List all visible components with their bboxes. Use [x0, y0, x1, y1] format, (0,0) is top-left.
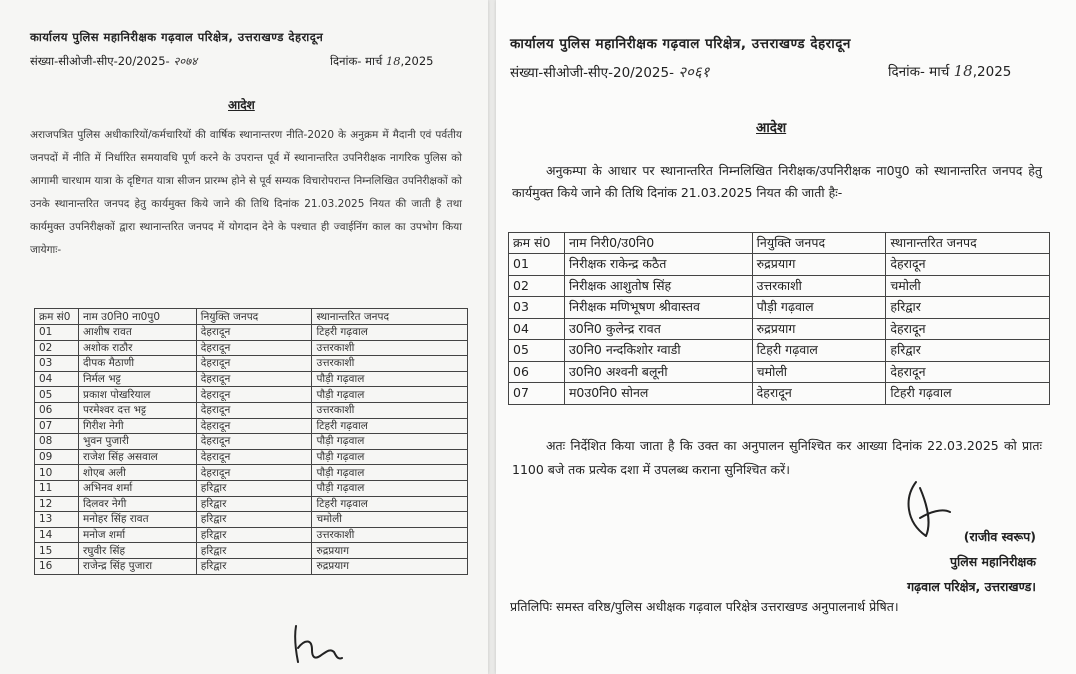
row-name: निरीक्षक राकेन्द्र कठैत [564, 254, 752, 276]
right-ref-handwritten: २०६१ [678, 63, 710, 81]
table-row [35, 387, 468, 403]
row-serial: 07 [35, 418, 79, 434]
left-initials-signature [290, 618, 350, 668]
header-transfer-district: स्थानान्तरित जनपद [886, 233, 1050, 254]
row-serial: 02 [35, 340, 79, 356]
table-row [35, 543, 468, 559]
row-serial: 11 [35, 480, 79, 496]
row-serial: 07 [509, 383, 565, 405]
row-transfer-district: टिहरी गढ़वाल [312, 325, 468, 341]
left-ref-handwritten: २०७४ [173, 54, 198, 68]
table-row [35, 496, 468, 512]
row-transfer-district: देहरादून [886, 361, 1050, 383]
row-posting-district: देहरादून [196, 465, 312, 481]
table-row [35, 418, 468, 434]
row-name: दिलवर नेगी [78, 496, 196, 512]
row-transfer-district: उत्तरकाशी [312, 356, 468, 372]
row-name: उ0नि0 नन्दकिशोर ग्वाडी [564, 340, 752, 362]
row-name: शोएब अली [78, 465, 196, 481]
row-posting-district: रुद्रप्रयाग [752, 254, 886, 276]
row-serial: 01 [35, 325, 79, 341]
row-posting-district: देहरादून [196, 387, 312, 403]
table-header-row [509, 233, 1050, 254]
signature-block [907, 524, 1036, 599]
row-transfer-district: चमोली [886, 275, 1050, 297]
row-transfer-district: उत्तरकाशी [312, 402, 468, 418]
row-posting-district: उत्तरकाशी [752, 275, 886, 297]
row-serial: 16 [35, 558, 79, 574]
row-name: निर्मल भट्ट [78, 371, 196, 387]
row-serial: 08 [35, 434, 79, 450]
row-serial: 03 [35, 356, 79, 372]
row-posting-district: देहरादून [196, 402, 312, 418]
table-row [35, 371, 468, 387]
row-posting-district: हरिद्वार [196, 480, 312, 496]
left-date-line [330, 54, 433, 69]
row-transfer-district: पौड़ी गढ़वाल [312, 449, 468, 465]
row-posting-district: पौड़ी गढ़वाल [752, 297, 886, 319]
row-transfer-district: उत्तरकाशी [312, 340, 468, 356]
row-serial: 05 [35, 387, 79, 403]
right-date-line [888, 62, 1011, 80]
table-row [509, 318, 1050, 340]
row-posting-district: देहरादून [196, 340, 312, 356]
left-order-document [0, 0, 488, 674]
table-row [509, 275, 1050, 297]
row-serial: 12 [35, 496, 79, 512]
row-transfer-district: पौड़ी गढ़वाल [312, 434, 468, 450]
left-office-header: कार्यालय पुलिस महानिरीक्षक गढ़वाल परिक्षेत्र, उत्तराखण्ड देहरादून [30, 30, 324, 44]
right-date-year: ,2025 [972, 64, 1012, 80]
row-serial: 03 [509, 297, 565, 319]
row-posting-district: हरिद्वार [196, 543, 312, 559]
header-name: नाम उ0नि0 ना0पु0 [78, 309, 196, 325]
right-ref-number: संख्या-सीओजी-सीए-20/2025- [510, 65, 674, 81]
table-row [35, 340, 468, 356]
table-row [35, 465, 468, 481]
header-name: नाम निरी0/उ0नि0 [564, 233, 752, 254]
right-order-document [496, 0, 1076, 674]
row-serial: 04 [509, 318, 565, 340]
row-name: उ0नि0 कुलेन्द्र रावत [564, 318, 752, 340]
row-name: मनोहर सिंह रावत [78, 512, 196, 528]
row-transfer-district: हरिद्वार [886, 297, 1050, 319]
row-name: मनोज शर्मा [78, 527, 196, 543]
row-serial: 06 [35, 402, 79, 418]
table-row [509, 383, 1050, 405]
row-transfer-district: टिहरी गढ़वाल [886, 383, 1050, 405]
row-serial: 10 [35, 465, 79, 481]
right-instruction-paragraph: अतः निर्देशित किया जाता है कि उक्त का अनुपालन सुनिश्चित कर आख्या दिनांक 22.03.2025 को प्रातः 1100 बजे तक प्रत्येक दशा में उपलब्ध कराना सुनिश्चित करें। [512, 438, 1042, 477]
table-row [35, 512, 468, 528]
copy-to-line: प्रतिलिपिः समस्त वरिष्ठ/पुलिस अधीक्षक गढ़वाल परिक्षेत्र उत्तराखण्ड अनुपालनार्थ प्रेषित। [510, 599, 899, 614]
right-order-heading: आदेश [756, 120, 787, 136]
row-name: राजेन्द्र सिंह पुजारा [78, 558, 196, 574]
row-posting-district: देहरादून [196, 371, 312, 387]
right-order-paragraph: अनुकम्पा के आधार पर स्थानान्तरित निम्नलिखित निरीक्षक/उपनिरीक्षक ना0पु0 को स्थानान्तरित जनपद हेतु कार्यमुक्त किये जाने की तिथि दिनांक 21.03.2025 नियत की जाती हैः- [512, 163, 1042, 200]
left-order-paragraph: अराजपत्रित पुलिस अधीकारियों/कर्मचारियों की वार्षिक स्थानान्तरण नीति-2020 के अनुक्रम में मैदानी एवं पर्वतीय जनपदों में नीति में निर्धारित समयावधि पूर्ण करने के उपरान्त पूर्व में स्थानान्तरित उपनिरीक्षक नागरिक पुलिस को आगामी चारधाम यात्रा के दृष्टिगत यात्रा सीजन प्रारम्भ होने से पूर्व सम्यक विचारोपरान्त निम्नलिखित उपनिरीक्षकों को उनके स्थानान्तरित जनपद हेतु कार्यमुक्त किये जाने की तिथि दिनांक 21.03.2025 नियत की जाती है तथा कार्यमुक्त उपनिरीक्षकों द्वारा स्थानान्तरित जनपद में योगदान देने के पश्चात ही ज्वाईनिंग काल का उपभोग किया जायेगाः- [30, 129, 462, 256]
header-serial: क्रम सं0 [509, 233, 565, 254]
row-posting-district: हरिद्वार [196, 496, 312, 512]
row-serial: 14 [35, 527, 79, 543]
row-transfer-district: चमोली [312, 512, 468, 528]
table-row [509, 254, 1050, 276]
row-transfer-district: रुद्रप्रयाग [312, 558, 468, 574]
row-transfer-district: टिहरी गढ़वाल [312, 496, 468, 512]
row-posting-district: चमोली [752, 361, 886, 383]
table-row [509, 340, 1050, 362]
row-transfer-district: उत्तरकाशी [312, 527, 468, 543]
row-posting-district: देहरादून [196, 356, 312, 372]
right-office-header: कार्यालय पुलिस महानिरीक्षक गढ़वाल परिक्षेत्र, उत्तराखण्ड देहरादून [510, 36, 851, 52]
row-serial: 13 [35, 512, 79, 528]
left-date-handwritten: 18 [385, 54, 401, 68]
table-row [35, 558, 468, 574]
row-serial: 09 [35, 449, 79, 465]
row-transfer-district: हरिद्वार [886, 340, 1050, 362]
table-row [35, 480, 468, 496]
left-date-label: दिनांक- मार्च [330, 54, 383, 68]
row-posting-district: हरिद्वार [196, 527, 312, 543]
signatory-title: पुलिस महानिरीक्षक [949, 554, 1036, 569]
row-posting-district: रुद्रप्रयाग [752, 318, 886, 340]
row-transfer-district: पौड़ी गढ़वाल [312, 480, 468, 496]
row-transfer-district: टिहरी गढ़वाल [312, 418, 468, 434]
row-transfer-district: देहरादून [886, 318, 1050, 340]
row-serial: 06 [509, 361, 565, 383]
row-name: अभिनव शर्मा [78, 480, 196, 496]
header-posting-district: नियुक्ति जनपद [196, 309, 312, 325]
row-name: दीपक मैठाणी [78, 356, 196, 372]
row-name: निरीक्षक आशुतोष सिंह [564, 275, 752, 297]
table-row [35, 402, 468, 418]
right-reference-line [510, 62, 709, 82]
left-order-heading: आदेश [228, 98, 255, 112]
signatory-office: गढ़वाल परिक्षेत्र, उत्तराखण्ड। [907, 579, 1036, 594]
signatory-name: (राजीव स्वरूप) [963, 529, 1036, 544]
row-serial: 05 [509, 340, 565, 362]
table-row [35, 356, 468, 372]
row-posting-district: टिहरी गढ़वाल [752, 340, 886, 362]
row-name: अशोक राठौर [78, 340, 196, 356]
row-transfer-district: पौड़ी गढ़वाल [312, 371, 468, 387]
left-ref-number: संख्या-सीओजी-सीए-20/2025- [30, 54, 170, 68]
row-posting-district: देहरादून [196, 325, 312, 341]
row-posting-district: देहरादून [196, 434, 312, 450]
left-transfer-table [34, 308, 468, 575]
table-header-row [35, 309, 468, 325]
row-name: उ0नि0 अश्वनी बलूनी [564, 361, 752, 383]
table-row [35, 325, 468, 341]
table-row [35, 449, 468, 465]
left-reference-line [30, 54, 197, 69]
right-date-handwritten: 18 [953, 62, 973, 80]
right-transfer-table [508, 232, 1050, 405]
row-name: भुवन पुजारी [78, 434, 196, 450]
header-serial: क्रम सं0 [35, 309, 79, 325]
header-posting-district: नियुक्ति जनपद [752, 233, 886, 254]
row-posting-district: देहरादून [752, 383, 886, 405]
row-serial: 01 [509, 254, 565, 276]
table-row [35, 434, 468, 450]
table-row [509, 297, 1050, 319]
table-row [509, 361, 1050, 383]
row-name: रघुवीर सिंह [78, 543, 196, 559]
row-transfer-district: पौड़ी गढ़वाल [312, 465, 468, 481]
right-date-label: दिनांक- मार्च [888, 64, 950, 80]
row-serial: 15 [35, 543, 79, 559]
header-transfer-district: स्थानान्तरित जनपद [312, 309, 468, 325]
row-name: आशीष रावत [78, 325, 196, 341]
row-name: परमेश्वर दत्त भट्ट [78, 402, 196, 418]
left-date-year: ,2025 [400, 54, 434, 68]
row-name: निरीक्षक मणिभूषण श्रीवास्तव [564, 297, 752, 319]
table-row [35, 527, 468, 543]
row-name: गिरीश नेगी [78, 418, 196, 434]
row-transfer-district: देहरादून [886, 254, 1050, 276]
row-posting-district: देहरादून [196, 418, 312, 434]
row-posting-district: हरिद्वार [196, 558, 312, 574]
row-name: म0उ0नि0 सोनल [564, 383, 752, 405]
row-name: प्रकाश पोखरियाल [78, 387, 196, 403]
row-transfer-district: रुद्रप्रयाग [312, 543, 468, 559]
row-transfer-district: पौड़ी गढ़वाल [312, 387, 468, 403]
row-posting-district: हरिद्वार [196, 512, 312, 528]
row-serial: 04 [35, 371, 79, 387]
row-name: राजेश सिंह असवाल [78, 449, 196, 465]
row-serial: 02 [509, 275, 565, 297]
row-posting-district: देहरादून [196, 449, 312, 465]
